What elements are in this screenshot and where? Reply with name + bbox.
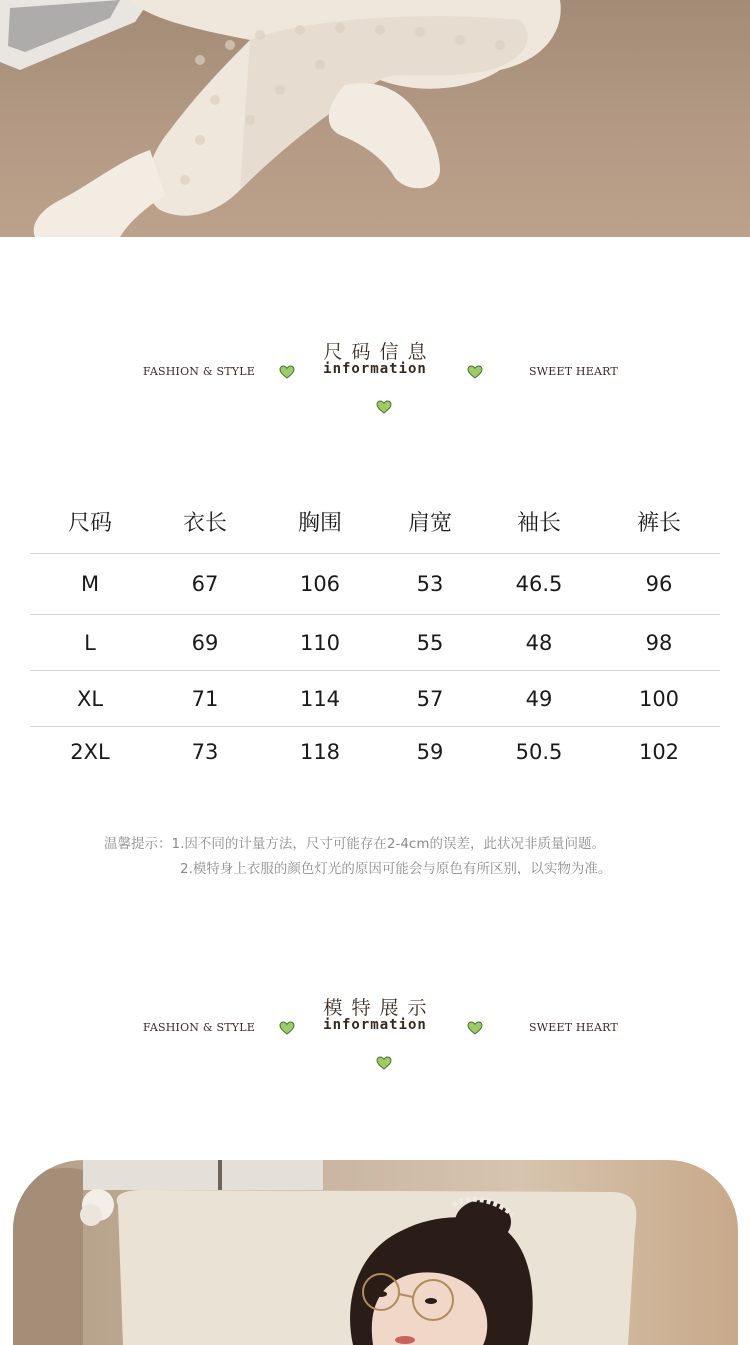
note-line-2: 2.模特身上衣服的颜色灯光的原因可能会与原色有所区别，以实物为准。 xyxy=(180,861,612,877)
model-show-left-tag: FASHION & STYLE xyxy=(143,1021,255,1034)
table-cell: 2XL xyxy=(70,740,110,764)
model-show-center-tag: information xyxy=(323,1017,427,1033)
note-line-1: 温馨提示：1.因不同的计量方法，尺寸可能存在2-4cm的误差，此状况非质量问题。 xyxy=(104,836,606,852)
table-row xyxy=(30,671,720,727)
table-cell: 49 xyxy=(480,671,598,727)
size-notes xyxy=(104,832,724,882)
size-info-right-tag: SWEET HEART xyxy=(529,365,618,378)
table-cell: M xyxy=(30,554,150,615)
table-row xyxy=(30,554,720,615)
model-photo-illustration xyxy=(13,1160,738,1345)
table-row xyxy=(30,727,720,778)
size-table xyxy=(30,490,720,777)
size-info-left-tag: FASHION & STYLE xyxy=(143,365,255,378)
table-cell: 71 xyxy=(150,671,260,727)
table-cell: 98 xyxy=(598,615,720,671)
table-cell: 118 xyxy=(299,740,341,764)
header-sleeve: 袖长 xyxy=(480,490,598,554)
header-bust: 胸围 xyxy=(260,490,380,554)
header-size: 尺码 xyxy=(30,490,150,554)
model-photo xyxy=(13,1160,738,1345)
table-cell: 50.5 xyxy=(515,740,563,764)
table-cell: 69 xyxy=(150,615,260,671)
table-cell: L xyxy=(30,615,150,671)
table-cell: 55 xyxy=(380,615,480,671)
table-row xyxy=(30,615,720,671)
table-cell: 114 xyxy=(260,671,380,727)
table-cell: 46.5 xyxy=(480,554,598,615)
product-photo-top xyxy=(0,0,750,237)
table-cell: 96 xyxy=(598,554,720,615)
table-cell: 59 xyxy=(416,740,444,764)
size-info-title: 尺码信息 xyxy=(323,341,436,363)
size-info-header xyxy=(0,337,750,427)
heart-icon xyxy=(467,1021,483,1035)
table-cell: XL xyxy=(30,671,150,727)
table-cell: 48 xyxy=(480,615,598,671)
table-cell: 57 xyxy=(380,671,480,727)
table-cell: 100 xyxy=(598,671,720,727)
table-cell: 73 xyxy=(191,740,219,764)
table-cell: 102 xyxy=(638,740,680,764)
size-info-center-tag: information xyxy=(323,361,427,377)
table-cell: 106 xyxy=(260,554,380,615)
product-photo-top-illustration xyxy=(0,0,750,237)
table-cell: 53 xyxy=(380,554,480,615)
model-show-title: 模特展示 xyxy=(323,997,436,1019)
heart-icon xyxy=(376,400,392,414)
header-shoulder: 肩宽 xyxy=(380,490,480,554)
heart-icon xyxy=(376,1056,392,1070)
model-show-right-tag: SWEET HEART xyxy=(529,1021,618,1034)
header-pants-length: 裤长 xyxy=(598,490,720,554)
model-show-header xyxy=(0,993,750,1083)
table-cell: 67 xyxy=(150,554,260,615)
table-cell: 110 xyxy=(260,615,380,671)
heart-icon xyxy=(467,365,483,379)
header-length: 衣长 xyxy=(150,490,260,554)
table-header-row xyxy=(30,490,720,554)
